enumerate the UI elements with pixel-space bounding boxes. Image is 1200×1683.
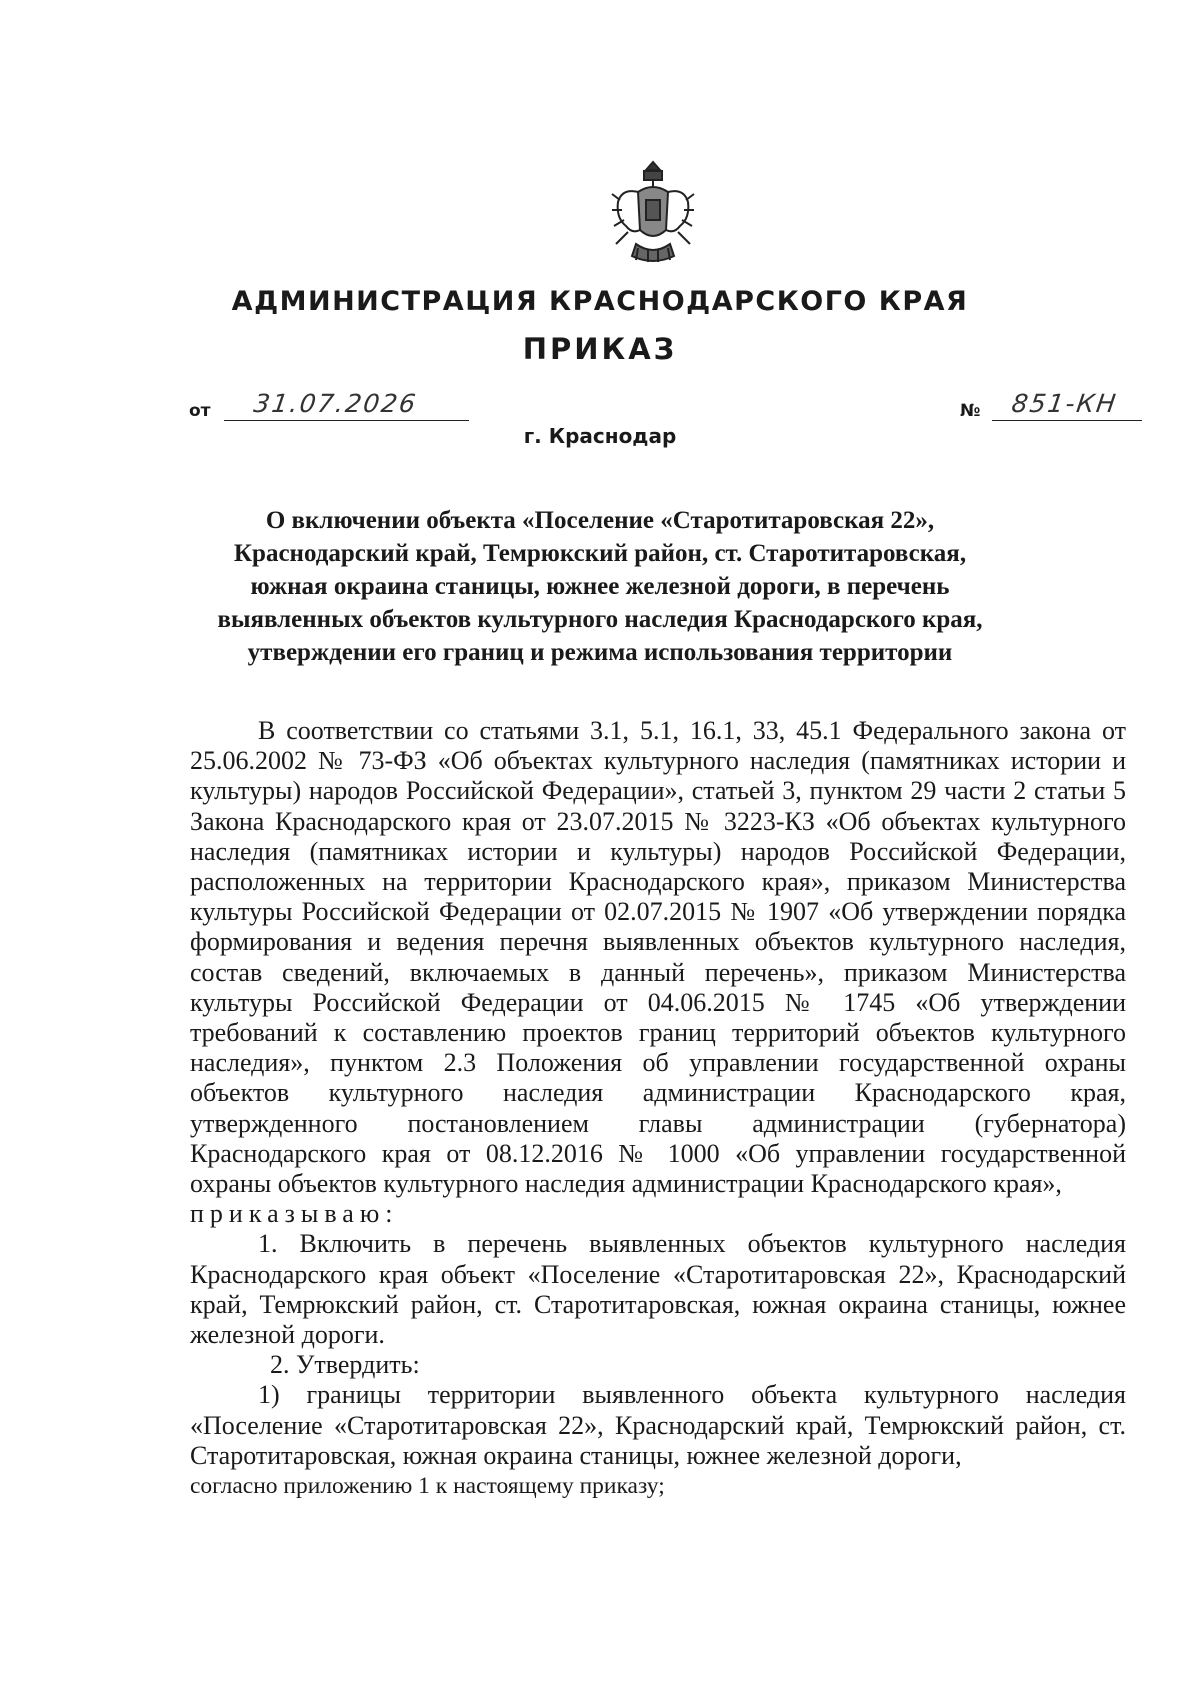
handwritten-number: 851-КН bbox=[1010, 389, 1120, 418]
title-line: Краснодарский край, Темрюкский район, ст. Старотитаровская, bbox=[233, 540, 967, 567]
handwritten-date: 31.07.2026 bbox=[252, 389, 420, 418]
document-type: ПРИКАЗ bbox=[522, 332, 678, 366]
title-line: утверждении его границ и режима использования территории bbox=[247, 639, 953, 666]
number-prefix: № bbox=[960, 401, 981, 421]
item-2-paragraph: 2. Утвердить: bbox=[270, 1350, 420, 1380]
city: г. Краснодар bbox=[523, 424, 677, 448]
order-word: приказываю: bbox=[190, 1199, 399, 1229]
preamble-paragraph: В соответствии со статьями 3.1, 5.1, 16.1, 33, 45.1 Федерального закона от 25.06.2002 № 73-ФЗ «Об объектах культурного наследия (памятниках истории и культуры) народов Российской Федерации», статьей 3, пунктом 29 части 2 статьи 5 Закона Краснодарского края от 23.07.2015 № 3223-КЗ «Об объектах культурного наследия (памятниках истории и культуры) народов Российской Федерации, расположенных на территории Краснодарского края», приказом Министерства культуры Российской Федерации от 02.07.2015 № 1907 «Об утверждении порядка формирования и ведения перечня выявленных объектов культурного наследия, состав сведений, включаемых в данный перечень», приказом Министерства культуры Российской Федерации от 04.06.2015 № 1745 «Об утверждении требований к составлению проектов границ территорий объектов культурного наследия», пунктом 2.3 Положения об управлении государственной охраны объектов культурного наследия администрации Краснодарского края, утвержденного постановлением главы администрации (губернатора) Краснодарского края от 08.12.2016 № 1000 «Об управлении государственной охраны объектов культурного наследия администрации Краснодарского края», bbox=[190, 716, 1126, 1199]
title-line: выявленных объектов культурного наследия Краснодарского края, bbox=[217, 606, 983, 633]
document-body bbox=[190, 716, 1126, 1501]
item-2-1-tail: согласно приложению 1 к настоящему приказу; bbox=[190, 1473, 665, 1500]
date-field bbox=[189, 389, 469, 421]
number-line bbox=[992, 389, 1142, 421]
title-line: О включении объекта «Поселение «Старотитаровская 22», bbox=[265, 507, 935, 534]
organization-name: АДМИНИСТРАЦИЯ КРАСНОДАРСКОГО КРАЯ bbox=[231, 286, 969, 317]
number-field bbox=[960, 389, 1142, 421]
title-line: южная окраина станицы, южнее железной дороги, в перечень bbox=[250, 573, 950, 600]
date-line bbox=[224, 389, 469, 421]
item-2-1-paragraph: 1) границы территории выявленного объекта культурного наследия «Поселение «Старотитаровская 22», Краснодарский край, Темрюкский район, ст. Старотитаровская, южная окраина станицы, южнее железной дороги, bbox=[190, 1380, 1126, 1470]
item-1-paragraph: 1. Включить в перечень выявленных объектов культурного наследия Краснодарского края объект «Поселение «Старотитаровская 22», Краснодарский край, Темрюкский район, ст. Старотитаровская, южная окраина станицы, южнее железной дороги. bbox=[190, 1229, 1126, 1350]
document-title bbox=[200, 504, 1000, 669]
coat-of-arms-icon bbox=[608, 160, 698, 268]
date-prefix: от bbox=[189, 401, 211, 421]
